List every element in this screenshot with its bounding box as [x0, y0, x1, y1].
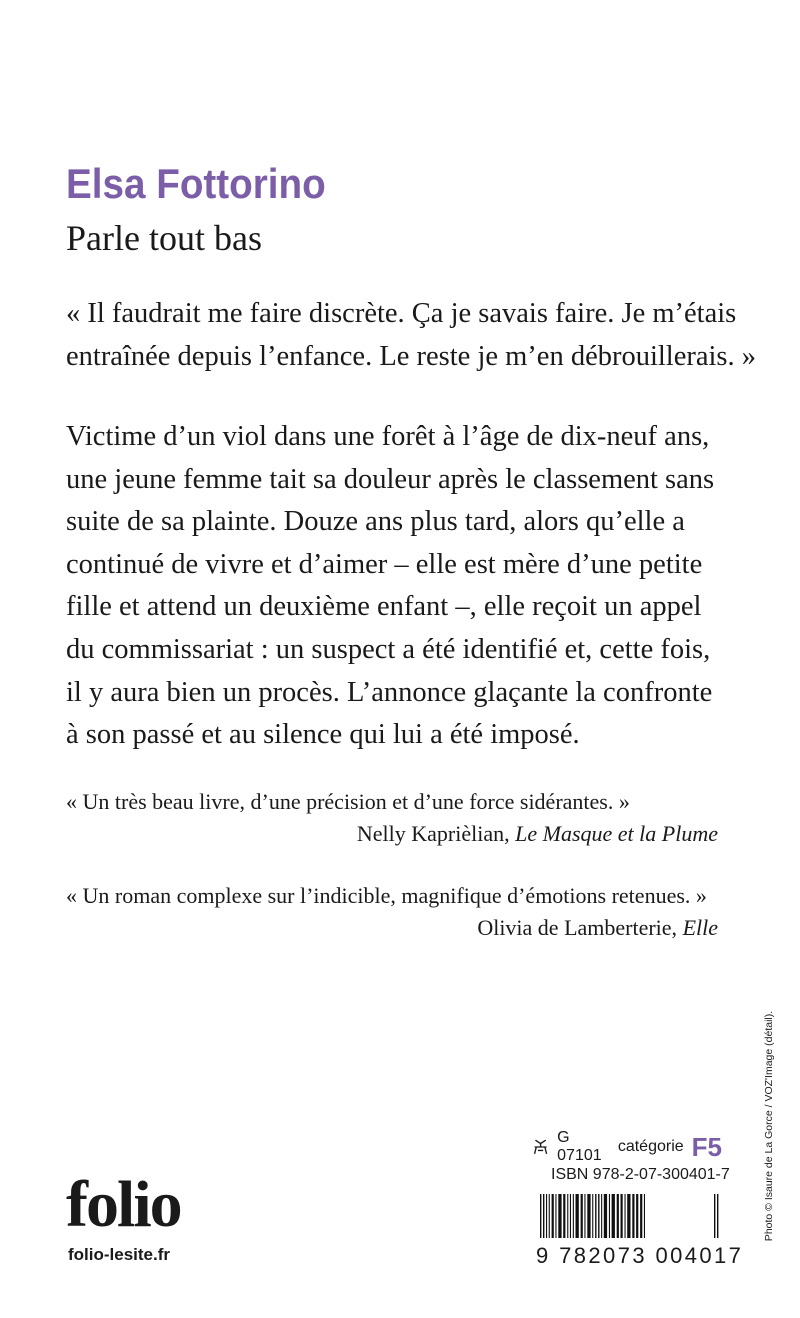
summary-line: du commissariat : un suspect a été identifié et, cette fois,: [66, 633, 711, 665]
barcode-bar: [627, 1194, 630, 1238]
summary-line: Victime d’un viol dans une forêt à l’âge de dix-neuf ans,: [66, 421, 710, 452]
review-attribution: [66, 818, 718, 850]
review-quote: « Un roman complexe sur l’indicible, magnifique d’émotions retenues. »: [66, 883, 707, 908]
barcode-bar: [601, 1194, 602, 1238]
author-name: Elsa Fottorino: [66, 160, 326, 207]
barcode-bar: [563, 1194, 565, 1238]
photo-credit: Photo © Isaure de La Gorce / VOZ'Image (détail).: [763, 1010, 775, 1242]
review-source: Elle: [682, 915, 718, 940]
product-code: G 07101: [557, 1129, 602, 1164]
isbn: ISBN 978-2-07-300401-7: [551, 1166, 730, 1183]
barcode-bar: [604, 1194, 607, 1238]
barcode-bar: [644, 1194, 645, 1238]
category-label: catégorie: [617, 1138, 684, 1155]
barcode-bar: [612, 1194, 615, 1238]
summary-line: continué de vivre et d’aimer – elle est mère d’une petite: [66, 548, 703, 580]
barcode-bar: [617, 1194, 619, 1238]
summary-line: à son passé et au silence qui lui a été imposé.: [66, 719, 580, 751]
barcode-bar: [609, 1194, 610, 1238]
barcode-bar: [632, 1194, 634, 1238]
review-author: Olivia de Lamberterie,: [477, 915, 683, 940]
review-attribution: [66, 912, 718, 944]
quote-line: « Il faudrait me faire discrète. Ça je savais faire. Je m’étais: [66, 298, 737, 329]
barcode-bar: [576, 1194, 579, 1238]
barcode-bar: [570, 1194, 571, 1238]
book-title: Parle tout bas: [66, 218, 262, 258]
folio-logo: folio: [66, 1168, 181, 1241]
category-value: F5: [691, 1131, 722, 1162]
book-summary: [66, 416, 756, 757]
barcode-bar: [625, 1194, 626, 1238]
barcode-bar: [573, 1194, 574, 1238]
barcode-digits: 9 782073 004017: [536, 1238, 722, 1274]
publisher-website: folio-lesite.fr: [68, 1245, 171, 1264]
review-source: Le Masque et la Plume: [515, 821, 718, 846]
barcode-bar: [621, 1194, 623, 1238]
summary-line: il y aura bien un procès. L’annonce glaçante la confronte: [66, 676, 713, 708]
gallimard-pictogram-icon: [532, 1137, 549, 1157]
barcode-bar: [581, 1194, 583, 1238]
barcode-bar: [567, 1194, 568, 1238]
summary-line: suite de sa plainte. Douze ans plus tard, alors qu’elle a: [66, 506, 685, 538]
barcode-bar: [558, 1194, 561, 1238]
product-code-line: [532, 1129, 722, 1164]
press-review: [66, 786, 718, 850]
barcode-bar: [584, 1194, 585, 1238]
barcode-bar: [555, 1194, 556, 1238]
opening-quote: [66, 292, 757, 378]
summary-line: fille et attend un deuxième enfant –, elle reçoit un appel: [66, 591, 702, 623]
press-review: [66, 880, 718, 944]
barcode-bar: [592, 1194, 593, 1238]
quote-line: entraînée depuis l’enfance. Le reste je m’en débrouillerais. »: [66, 341, 757, 372]
barcode-bar: [587, 1194, 590, 1238]
barcode-bar: [549, 1194, 550, 1238]
summary-line: une jeune femme tait sa douleur après le classement sans: [66, 463, 715, 495]
review-author: Nelly Kaprièlian,: [356, 821, 516, 846]
barcode-bar: [640, 1194, 642, 1238]
barcode-bar: [636, 1194, 638, 1238]
barcode-bar: [552, 1194, 554, 1238]
review-quote: « Un très beau livre, d’une précision et d’une force sidérantes. »: [66, 789, 630, 814]
barcode-bar: [546, 1194, 547, 1238]
